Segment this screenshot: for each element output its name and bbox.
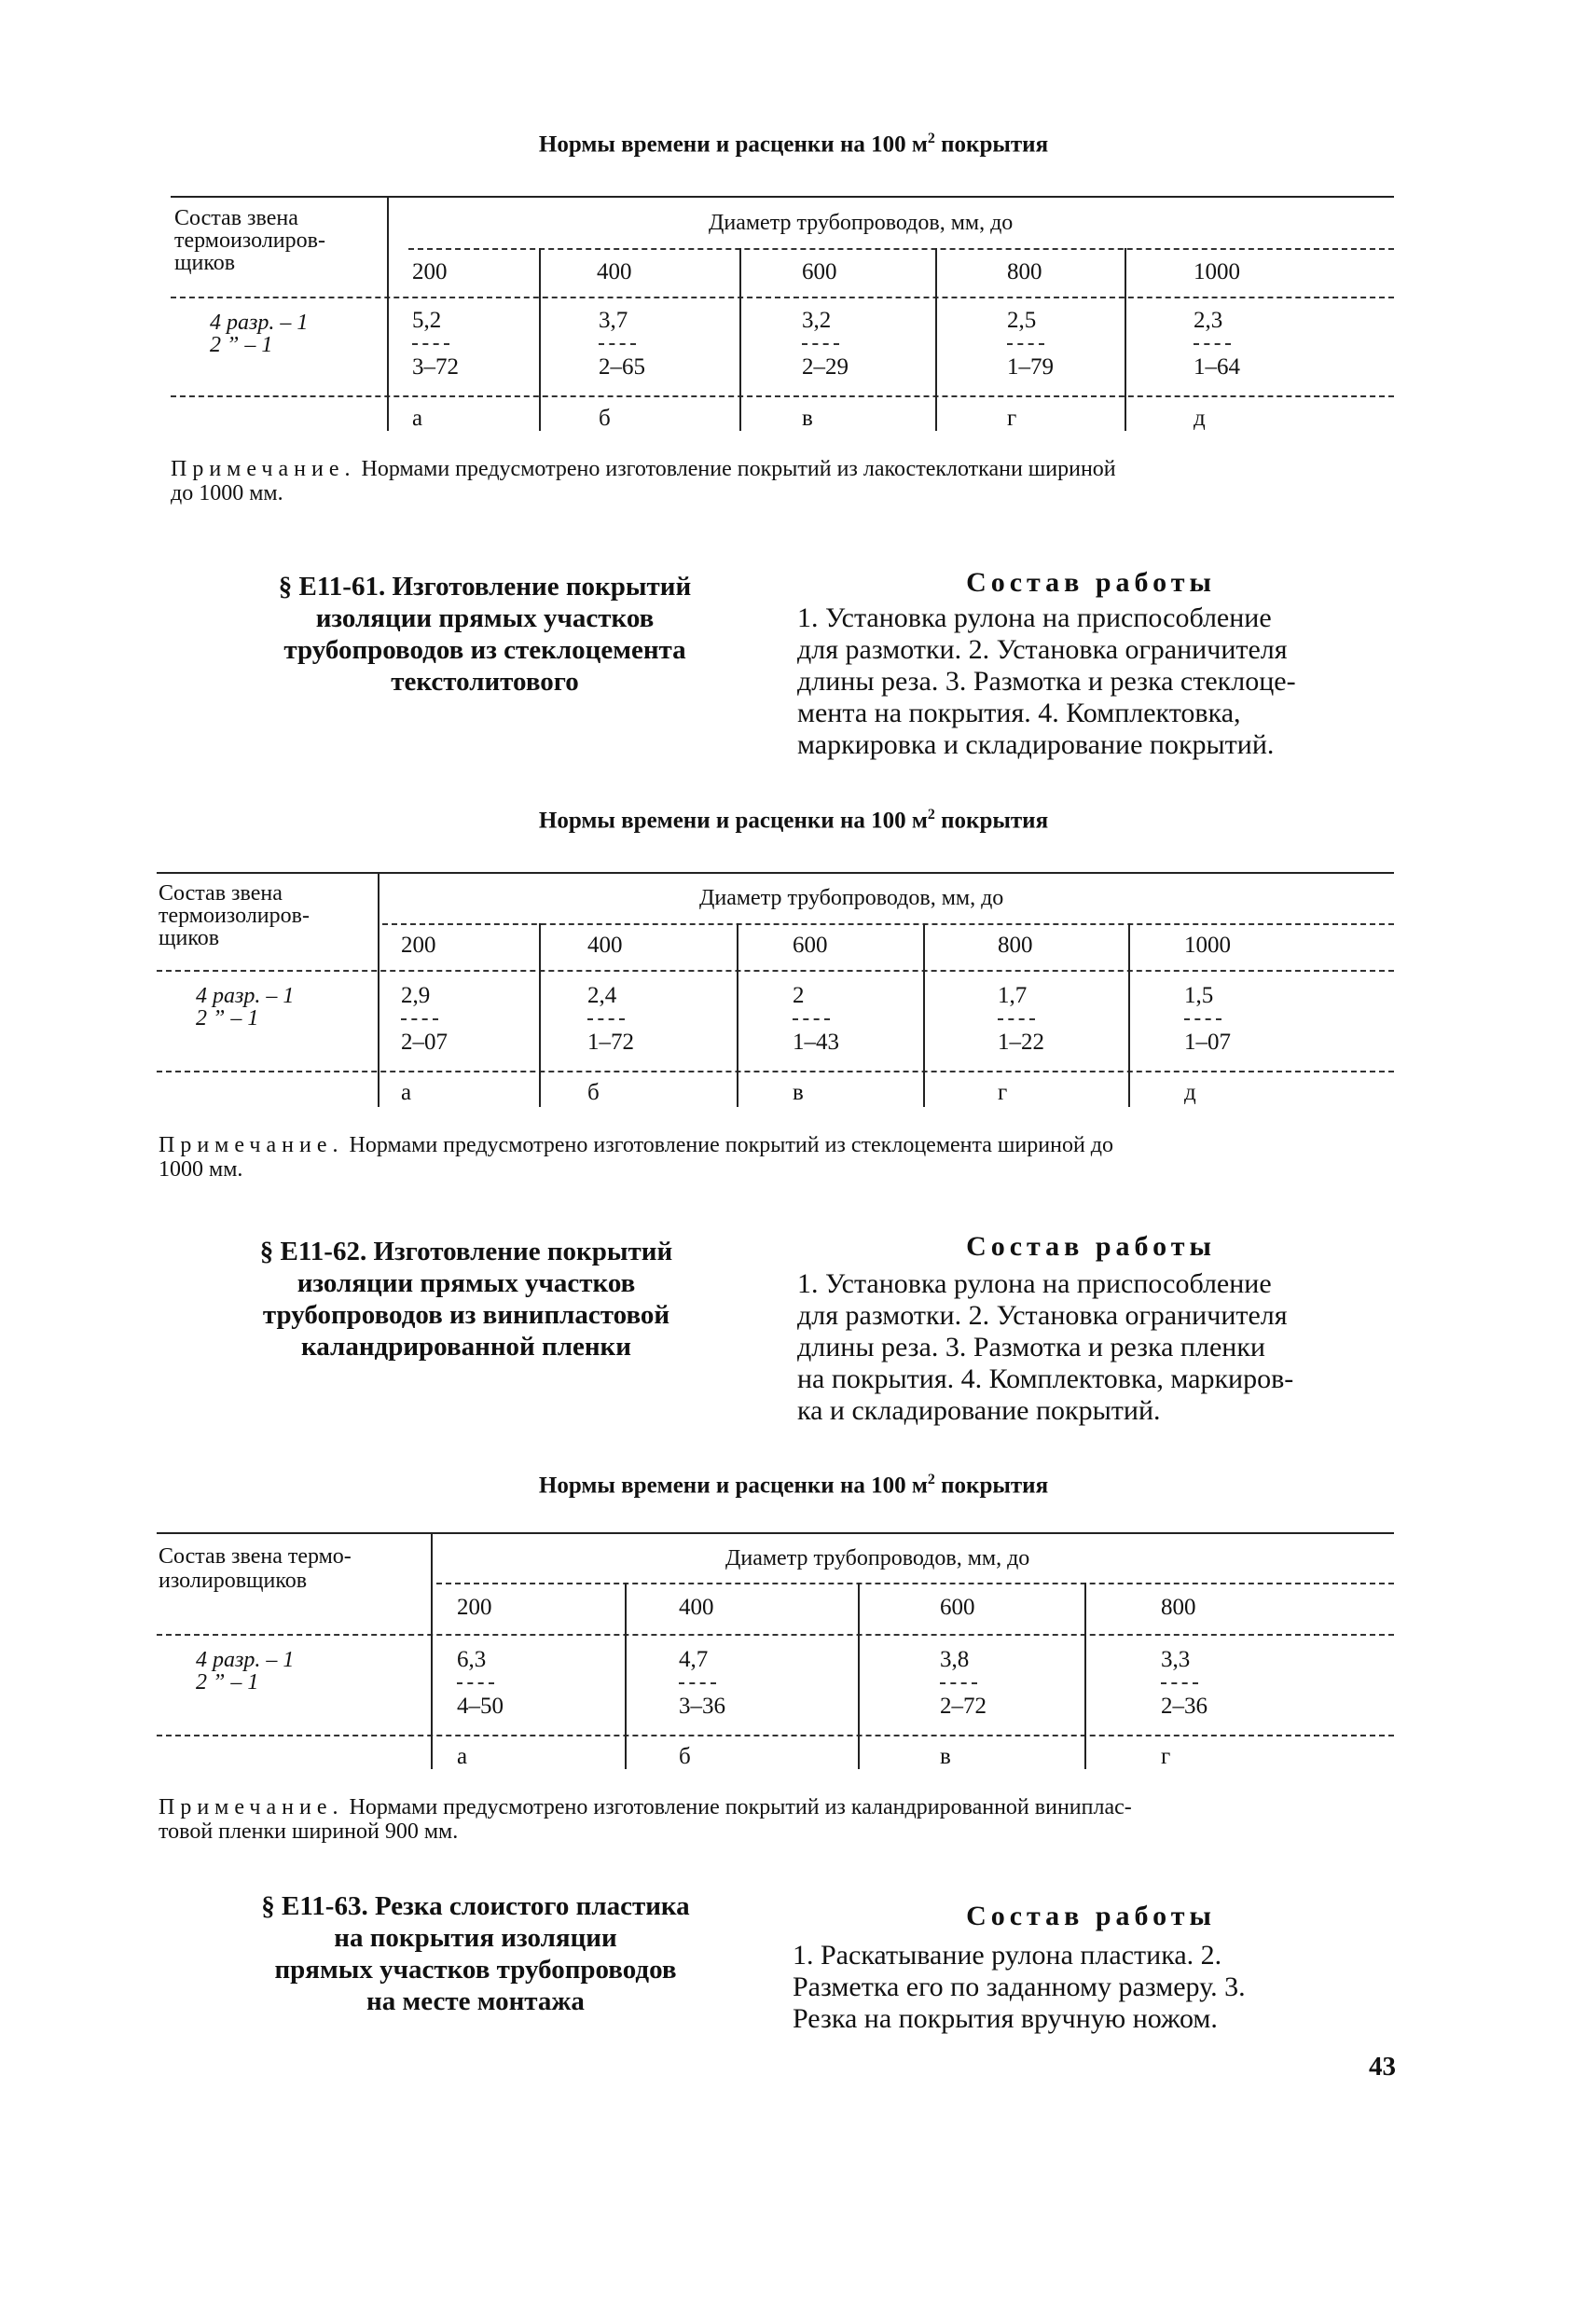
section-61-work-heading: Состав работы — [966, 567, 1216, 598]
table1-fraction-bar — [599, 343, 636, 345]
table1-vline-1 — [539, 248, 541, 431]
table2-price: 1–22 — [998, 1030, 1044, 1055]
table2-norm: 1,7 — [998, 983, 1028, 1008]
table1-head-bottom-rule — [171, 297, 1394, 298]
table2-price: 1–07 — [1184, 1030, 1231, 1055]
table3-price: 2–72 — [940, 1694, 987, 1719]
table2-vline-3 — [923, 923, 925, 1107]
table1-column-letter: в — [802, 406, 813, 431]
table1-column-letter: г — [1007, 406, 1017, 431]
table3-grade: 4 разр. – 1 2 ” – 1 — [196, 1648, 295, 1695]
table1-fraction-bar — [412, 343, 449, 345]
table2-vline-4 — [1128, 923, 1130, 1107]
table3-norm: 3,3 — [1161, 1647, 1191, 1672]
table2-fraction-bar — [793, 1018, 830, 1020]
table2-column-letter: а — [401, 1080, 412, 1105]
table3-vline-0 — [431, 1532, 433, 1769]
table1-price: 2–29 — [802, 354, 849, 380]
table3-diameter: 400 — [679, 1595, 714, 1620]
table2-vline-0 — [378, 872, 380, 1107]
table2-fraction-bar — [1184, 1018, 1221, 1020]
table3-vline-2 — [858, 1583, 860, 1769]
table1-diameter: 1000 — [1194, 259, 1240, 284]
table3-price: 2–36 — [1161, 1694, 1208, 1719]
table2-diameter: 1000 — [1184, 933, 1231, 958]
table1-price: 2–65 — [599, 354, 645, 380]
table3-column-letter: а — [457, 1744, 468, 1769]
table3-body-bottom-rule — [157, 1735, 1394, 1736]
section-61-work-text: 1. Установка рулона на приспособление для размотки. 2. Установка ограничителя длины реза. 3. Размотка и резка стеклоце- мента на покрытия. 4. Комплектовка, маркировка и складирование покрытий. — [797, 602, 1296, 760]
table1-diameter: 800 — [1007, 259, 1042, 284]
table3-span-header: Диаметр трубопроводов, мм, до — [725, 1546, 1030, 1570]
table3-norm: 3,8 — [940, 1647, 970, 1672]
table3-top-rule — [157, 1532, 1394, 1534]
table3-fraction-bar — [940, 1682, 977, 1684]
section-61-title: § Е11-61. Изготовление покрытий изоляции прямых участков трубопроводов из стеклоцемента текстолитового — [278, 572, 692, 697]
table2-fraction-bar — [998, 1018, 1035, 1020]
table2-vline-2 — [737, 923, 738, 1107]
table3-norm: 6,3 — [457, 1647, 487, 1672]
table2-header-rule — [382, 923, 1394, 925]
table2-diameter: 400 — [587, 933, 623, 958]
table1-diameter: 400 — [597, 259, 632, 284]
table2-span-header: Диаметр трубопроводов, мм, до — [699, 886, 1004, 910]
table1-vline-2 — [739, 248, 741, 431]
table3-column-letter: в — [940, 1744, 951, 1769]
table1-norm: 3,2 — [802, 308, 832, 333]
table3-price: 3–36 — [679, 1694, 725, 1719]
table1-body-bottom-rule — [171, 395, 1394, 397]
section-63-work-text: 1. Раскатывание рулона пластика. 2. Разметка его по заданному размеру. 3. Резка на покрытия вручную ножом. — [793, 1940, 1246, 2034]
section-63-title: § Е11-63. Резка слоистого пластика на покрытия изоляции прямых участков трубопроводов на месте монтажа — [261, 1891, 690, 2016]
table1-fraction-bar — [1007, 343, 1044, 345]
table3-price: 4–50 — [457, 1694, 504, 1719]
table3-fraction-bar — [1161, 1682, 1198, 1684]
table3-note: Примечание. Нормами предусмотрено изготовление покрытий из каландрированной виниплас- товой пленки шириной 900 мм. — [159, 1795, 1132, 1844]
table1-vline-4 — [1125, 248, 1126, 431]
table2-price: 1–72 — [587, 1030, 634, 1055]
table3-diameter: 200 — [457, 1595, 492, 1620]
table1-header-rule — [408, 248, 1394, 250]
table2-column-letter: г — [998, 1080, 1008, 1105]
table2-norm: 2 — [793, 983, 805, 1008]
table2-norm: 2,4 — [587, 983, 617, 1008]
table3-caption: Нормы времени и расценки на 100 $м^2$ покрытия — [538, 1472, 1049, 1499]
section-62-work-heading: Состав работы — [966, 1231, 1216, 1262]
table2-caption: Нормы времени и расценки на 100 $м^2$ покрытия — [538, 807, 1049, 834]
table1-grade: 4 разр. – 1 2 ” – 1 — [210, 311, 309, 357]
table1-price: 1–79 — [1007, 354, 1054, 380]
table3-fraction-bar — [679, 1682, 716, 1684]
table3-column-letter: б — [679, 1744, 691, 1769]
table2-fraction-bar — [587, 1018, 625, 1020]
table2-vline-1 — [539, 923, 541, 1107]
table1-column-letter: б — [599, 406, 611, 431]
table2-norm: 2,9 — [401, 983, 431, 1008]
table1-column-letter: а — [412, 406, 423, 431]
table1-fraction-bar — [802, 343, 839, 345]
table1-price: 1–64 — [1194, 354, 1240, 380]
table2-fraction-bar — [401, 1018, 438, 1020]
table2-crew-header: Состав звена термоизолиров- щиков — [159, 881, 310, 950]
table2-price: 1–43 — [793, 1030, 839, 1055]
table2-column-letter: б — [587, 1080, 600, 1105]
table2-top-rule — [157, 872, 1394, 874]
table3-norm: 4,7 — [679, 1647, 709, 1672]
table2-norm: 1,5 — [1184, 983, 1214, 1008]
table1-diameter: 600 — [802, 259, 837, 284]
section-62-title: § Е11-62. Изготовление покрытий изоляции прямых участков трубопроводов из винипластовой каландрированной пленки — [259, 1237, 673, 1362]
table3-column-letter: г — [1161, 1744, 1171, 1769]
table1-crew-header: Состав звена термоизолиров- щиков — [174, 206, 325, 275]
table2-column-letter: в — [793, 1080, 804, 1105]
table1-top-rule — [171, 196, 1394, 198]
table1-note: Примечание. Нормами предусмотрено изготовление покрытий из лакостеклоткани шириной до 1000 мм. — [171, 457, 1116, 505]
table2-grade: 4 разр. – 1 2 ” – 1 — [196, 984, 295, 1031]
table1-span-header: Диаметр трубопроводов, мм, до — [709, 211, 1014, 235]
section-63-work-heading: Состав работы — [966, 1901, 1216, 1931]
table3-header-rule — [436, 1583, 1394, 1584]
table3-crew-header: Состав звена термо- изолировщиков — [159, 1544, 352, 1593]
table3-diameter: 600 — [940, 1595, 975, 1620]
table1-diameter: 200 — [412, 259, 448, 284]
table3-vline-1 — [625, 1583, 627, 1769]
table2-head-bottom-rule — [157, 970, 1394, 972]
table1-norm: 2,5 — [1007, 308, 1037, 333]
table3-vline-3 — [1084, 1583, 1086, 1769]
table2-diameter: 600 — [793, 933, 828, 958]
page-number: 43 — [1369, 2052, 1396, 2082]
table2-price: 2–07 — [401, 1030, 448, 1055]
table1-norm: 2,3 — [1194, 308, 1223, 333]
table1-column-letter: д — [1194, 406, 1206, 431]
table2-column-letter: д — [1184, 1080, 1196, 1105]
table1-vline-3 — [935, 248, 937, 431]
table1-price: 3–72 — [412, 354, 459, 380]
table1-fraction-bar — [1194, 343, 1231, 345]
table2-diameter: 800 — [998, 933, 1033, 958]
table2-diameter: 200 — [401, 933, 436, 958]
table3-head-bottom-rule — [157, 1634, 1394, 1636]
table2-note: Примечание. Нормами предусмотрено изготовление покрытий из стеклоцемента шириной до 1000 мм. — [159, 1133, 1113, 1182]
table1-norm: 3,7 — [599, 308, 628, 333]
table1-caption: Нормы времени и расценки на 100 $м^2$ покрытия — [538, 131, 1049, 158]
table1-norm: 5,2 — [412, 308, 442, 333]
table3-diameter: 800 — [1161, 1595, 1196, 1620]
table1-vline-0 — [387, 196, 389, 431]
table2-body-bottom-rule — [157, 1071, 1394, 1072]
table3-fraction-bar — [457, 1682, 494, 1684]
section-62-work-text: 1. Установка рулона на приспособление для размотки. 2. Установка ограничителя длины реза. 3. Размотка и резка пленки на покрытия. 4. Комплектовка, маркиров- ка и складирование покрытий. — [797, 1268, 1294, 1426]
